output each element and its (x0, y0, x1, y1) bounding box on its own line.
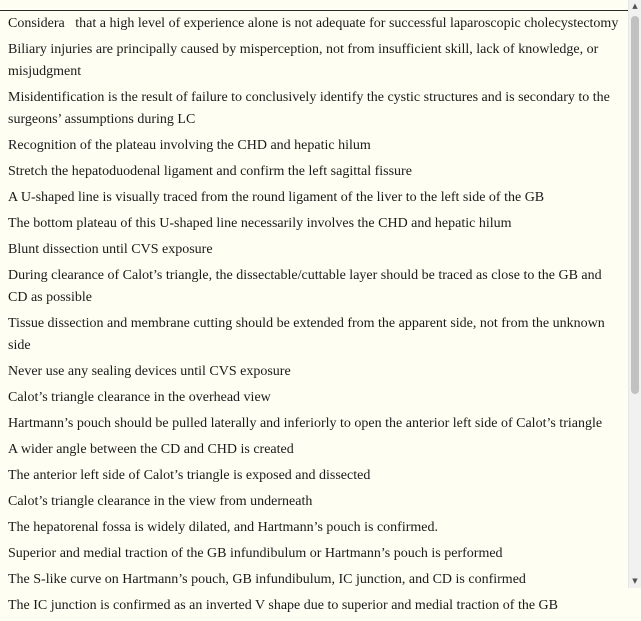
list-item: During clearance of Calot’s triangle, the dissectable/cuttable layer should be traced as close to the GB and CD as possible (8, 268, 602, 305)
list-item: Never use any sealing devices until CVS exposure (8, 364, 291, 379)
list-item: Stretch the hepatoduodenal ligament and confirm the left sagittal fissure (8, 164, 412, 179)
list-item: Biliary injuries are principally caused by misperception, not from insufficient skill, lack of knowledge, or misjudgment (8, 42, 599, 79)
list-item: A U-shaped line is visually traced from the round ligament of the liver to the left side of the GB (8, 190, 545, 205)
scroll-thumb[interactable] (631, 16, 639, 394)
list-item: The bottom plateau of this U-shaped line necessarily involves the CHD and hepatic hilum (8, 216, 512, 231)
list-item: Blunt dissection until CVS exposure (8, 242, 213, 257)
list-item: Superior and medial traction of the GB infundibulum or Hartmann’s pouch is performed (8, 546, 503, 561)
arrow-up-icon[interactable]: ▲ (632, 2, 638, 10)
list-item: Tissue dissection and membrane cutting should be extended from the apparent side, not from the unknown side (8, 316, 605, 353)
top-divider (0, 10, 628, 11)
list-item: A wider angle between the CD and CHD is created (8, 442, 294, 457)
vertical-scrollbar[interactable] (628, 0, 641, 588)
guideline-list (8, 13, 620, 621)
list-item: Hartmann’s pouch should be pulled laterally and inferiorly to open the anterior left side of Calot’s triangle (8, 416, 603, 431)
list-item: The anterior left side of Calot’s triangle is exposed and dissected (8, 468, 371, 483)
arrow-down-icon[interactable]: ▼ (632, 577, 638, 585)
list-item: Misidentification is the result of failure to conclusively identify the cystic structures and is secondary to the surgeons’ assumptions during LC (8, 90, 610, 127)
list-item: The IC junction is confirmed as an inverted V shape due to superior and medial traction of the GB (8, 598, 559, 613)
list-item: The hepatorenal fossa is widely dilated, and Hartmann’s pouch is confirmed. (8, 520, 438, 535)
list-item: The S-like curve on Hartmann’s pouch, GB infundibulum, IC junction, and CD is confirmed (8, 572, 526, 587)
list-item: Considera that a high level of experience alone is not adequate for successful laparoscopic cholecystectomy (8, 16, 619, 31)
list-item: Calot’s triangle clearance in the view from underneath (8, 494, 313, 509)
list-item: Recognition of the plateau involving the CHD and hepatic hilum (8, 138, 371, 153)
list-item: Calot’s triangle clearance in the overhead view (8, 390, 271, 405)
